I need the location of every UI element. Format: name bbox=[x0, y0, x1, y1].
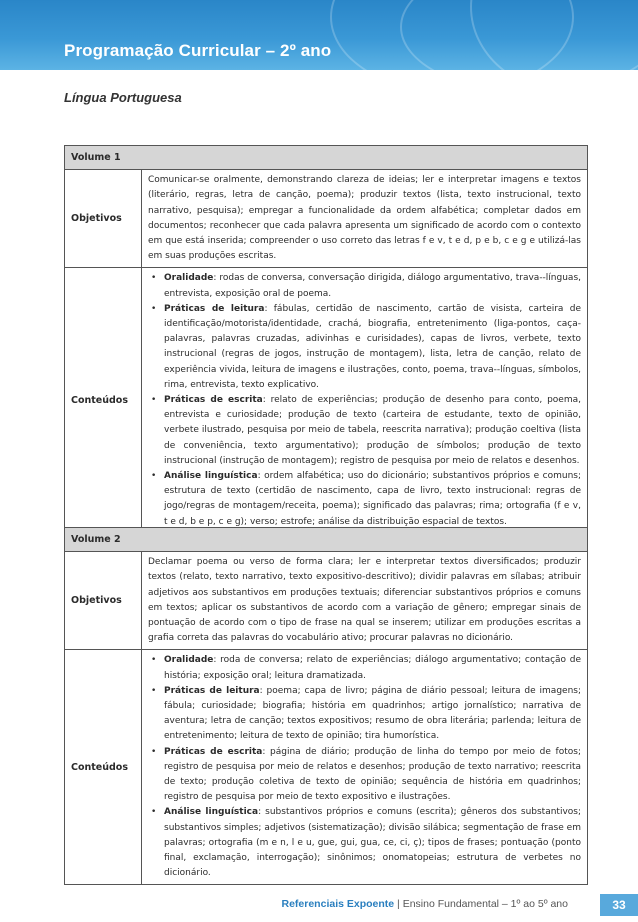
footer-detail: Ensino Fundamental – 1º ao 5º ano bbox=[402, 898, 568, 910]
item-term: Análise linguística bbox=[164, 471, 258, 482]
page-number: 33 bbox=[600, 894, 638, 916]
objetivos-text: Comunicar-se oralmente, demonstrando clareza de ideias; ler e interpretar imagens e textos (literário, regras, letra de canção, poema); produzir textos (lista, texto instrucional, texto narrativo, pesquisa); empregar a funcionalidade da ordem alfabética; completar dados em documentos; reconhecer que cada palavra apresenta um significado de acordo com o contexto em que está inserida; compreender o uso correto das letras f e v, t e d, p e b, c e g e utilizá-las em suas produções escritas. bbox=[142, 170, 588, 268]
item-text: : poema; capa de livro; página de diário pessoal; leitura de imagens; fábula; curiosidade; biografia; história em quadrinhos; artigo jornalístico; narrativa de aventura; letra de canção; textos expositivos; resumo de obra literária; parlenda; leitura de entretenimento; leitura de texto de opinião; tira humorística. bbox=[164, 685, 581, 742]
conteudos-list bbox=[148, 653, 581, 881]
decorative-swirl bbox=[470, 0, 638, 70]
volume-2-title: Volume 2 bbox=[65, 528, 588, 552]
conteudos-cell bbox=[142, 268, 588, 533]
subject-heading: Língua Portuguesa bbox=[64, 90, 182, 105]
header-band bbox=[0, 0, 638, 70]
conteudos-cell bbox=[142, 650, 588, 885]
objetivos-label: Objetivos bbox=[65, 552, 142, 650]
list-item: • Práticas de escrita: relato de experiências; produção de desenho para conto, poema, entrevista e curiosidade; produção de texto (carteira de estudante, texto de opinião, verbete ilustrado, pesquisa por meio de tabela, reescrita narrativa); produção coeltiva (lista de conveniência, texto argumentativo); produção de símbolos; produção de texto instrucional (instrução de montagem); registro de pesquisa por meio de relatos e desenhos. bbox=[151, 395, 581, 466]
objetivos-label: Objetivos bbox=[65, 170, 142, 268]
page-title: Programação Curricular – 2º ano bbox=[64, 41, 332, 60]
list-item: • Oralidade: rodas de conversa, conversação dirigida, diálogo argumentativo, trava--línguas, entrevista, exposição oral de poema. bbox=[151, 273, 581, 299]
footer-separator: | bbox=[394, 898, 403, 910]
conteudos-label: Conteúdos bbox=[65, 268, 142, 533]
list-item: • Práticas de escrita: página de diário; produção de linha do tempo por meio de fotos; registro de pesquisa por meio de relatos e desenhos; produção de texto narrativo; reescrita de texto; produção coletiva de texto de opinião; sequência de história em quadrinhos; registro de pesquisa por meio de texto expositivo e ilustrações. bbox=[151, 746, 581, 803]
item-text: : fábulas, certidão de nascimento, cartão de visista, carteira de identificação/motorista/identidade, crachá, biografia, entretenimento (liga-pontos, caça-palavras, palavras cruzadas, adivinhas e curisidades), capas de livros, verbete, texto instrucional (regras de jogos, instrução de montagem), lista, letra de canção, relato de experiência vivida, leitura de imagens e ilustrações, conto, poema, trava--línguas, símbolos, rima, entrevista, texto explicativo. bbox=[164, 303, 581, 390]
item-text: : roda de conversa; relato de experiências; diálogo argumentativo; contação de história; exposição oral; leitura dramatizada. bbox=[164, 655, 581, 681]
item-text: : ordem alfabética; uso do dicionário; substantivos próprios e comuns; estrutura de texto (certidão de nascimento, capa de livro, texto instrucional: regras de jogo/regras de montagem/receita, poema); significado das palavras; rima; ortografia (f e v, t e d, b e p, c e g); verso; estrofe; análise da distribuição espacial de textos. bbox=[164, 471, 582, 527]
item-term: Práticas de escrita bbox=[164, 395, 263, 406]
list-item: • Análise linguística: ordem alfabética; uso do dicionário; substantivos próprios e comuns; estrutura de texto (certidão de nascimento, capa de livro, texto instrucional: regras de jogo/regras de montagem/receita, poema); significado das palavras; rima; ortografia (f e v, t e d, b e p, c e g); verso; estrofe; análise da distribuição espacial de textos. bbox=[151, 471, 582, 527]
item-term: Análise linguística bbox=[164, 807, 259, 818]
volume-1-table bbox=[64, 145, 588, 534]
objetivos-text: Declamar poema ou verso de forma clara; ler e interpretar textos diversificados; produzir textos (relato, texto narrativo, texto expositivo-descritivo); dividir palavras em sílabas; atribuir adjetivos aos substantivos em produções textuais; diferenciar substantivos próprios e comuns em textos; aplicar os substantivos de acordo com a variação de gênero; empregar sinais de pontuação de acordo com o tipo de frase na qual se inserem; utilizar em produções escritas a grafia correta das palavras do vocabulário ativo; procurar palavras no dicionário. bbox=[142, 552, 588, 650]
item-text: : rodas de conversa, conversação dirigida, diálogo argumentativo, trava--línguas, entrevista, exposição oral de poema. bbox=[164, 273, 581, 299]
conteudos-list bbox=[148, 271, 581, 529]
conteudos-label: Conteúdos bbox=[65, 650, 142, 885]
item-term: Oralidade bbox=[164, 273, 214, 284]
item-text: : relato de experiências; produção de desenho para conto, poema, entrevista e curiosidade; produção de texto (carteira de estudante, texto de opinião, verbete ilustrado, pesquisa por meio de tabela, reescrita narrativa); produção coeltiva (lista de conveniência, texto argumentativo); produção de símbolos; produção de texto instrucional (instrução de montagem); registro de pesquisa por meio de relatos e desenhos. bbox=[164, 395, 581, 466]
list-item: • Análise linguística: substantivos próprios e comuns (escrita); gêneros dos substantivos; substantivos simples; adjetivos (sistematização); divisão silábica; segmentação de frase em palavras; ortografia (m e n, l e u, gue, gui, gua, ce, ci, ç); tipos de frases; pontuação (ponto final, exclamação, interrogação); sinônimos; onomatopeias; estrutura de verbetes no dicionário. bbox=[151, 807, 582, 879]
list-item: • Práticas de leitura: fábulas, certidão de nascimento, cartão de visista, carteira de identificação/motorista/identidade, crachá, biografia, entretenimento (liga-pontos, caça-palavras, palavras cruzadas, adivinhas e curisidades), capas de livros, verbete, texto instrucional (regras de jogos, instrução de montagem), lista, letra de canção, relato de experiência vivida, leitura de imagens e ilustrações, conto, poema, trava--línguas, símbolos, rima, entrevista, texto explicativo. bbox=[151, 303, 581, 390]
item-text: : substantivos próprios e comuns (escrita); gêneros dos substantivos; substantivos simples; adjetivos (sistematização); divisão silábica; segmentação de frase em palavras; ortografia (m e n, l e u, gue, gui, gua, ce, ci, ç); tipos de frases; pontuação (ponto final, exclamação, interrogação); sinônimos; onomatopeias; estrutura de verbetes no dicionário. bbox=[164, 807, 582, 879]
list-item: • Práticas de leitura: poema; capa de livro; página de diário pessoal; leitura de imagens; fábula; curiosidade; biografia; história em quadrinhos; artigo jornalístico; narrativa de aventura; letra de canção; textos expositivos; resumo de obra literária; parlenda; leitura de entretenimento; leitura de texto de opinião; tira humorística. bbox=[151, 685, 581, 742]
item-term: Práticas de leitura bbox=[164, 685, 260, 696]
item-term: Práticas de escrita bbox=[164, 746, 263, 757]
volume-2-table bbox=[64, 527, 588, 885]
item-text: : página de diário; produção de linha do tempo por meio de fotos; registro de pesquisa por meio de relatos e desenhos; produção de texto narrativo; reescrita de texto; produção coletiva de texto de opinião; sequência de história em quadrinhos; registro de pesquisa por meio de texto expositivo e ilustrações. bbox=[164, 746, 581, 803]
list-item: • Oralidade: roda de conversa; relato de experiências; diálogo argumentativo; contação de história; exposição oral; leitura dramatizada. bbox=[151, 655, 581, 681]
footer-reference bbox=[282, 898, 569, 910]
volume-1-title: Volume 1 bbox=[65, 146, 588, 170]
item-term: Práticas de leitura bbox=[164, 303, 265, 314]
footer-brand: Referenciais Expoente bbox=[281, 898, 395, 910]
item-term: Oralidade bbox=[164, 655, 214, 666]
